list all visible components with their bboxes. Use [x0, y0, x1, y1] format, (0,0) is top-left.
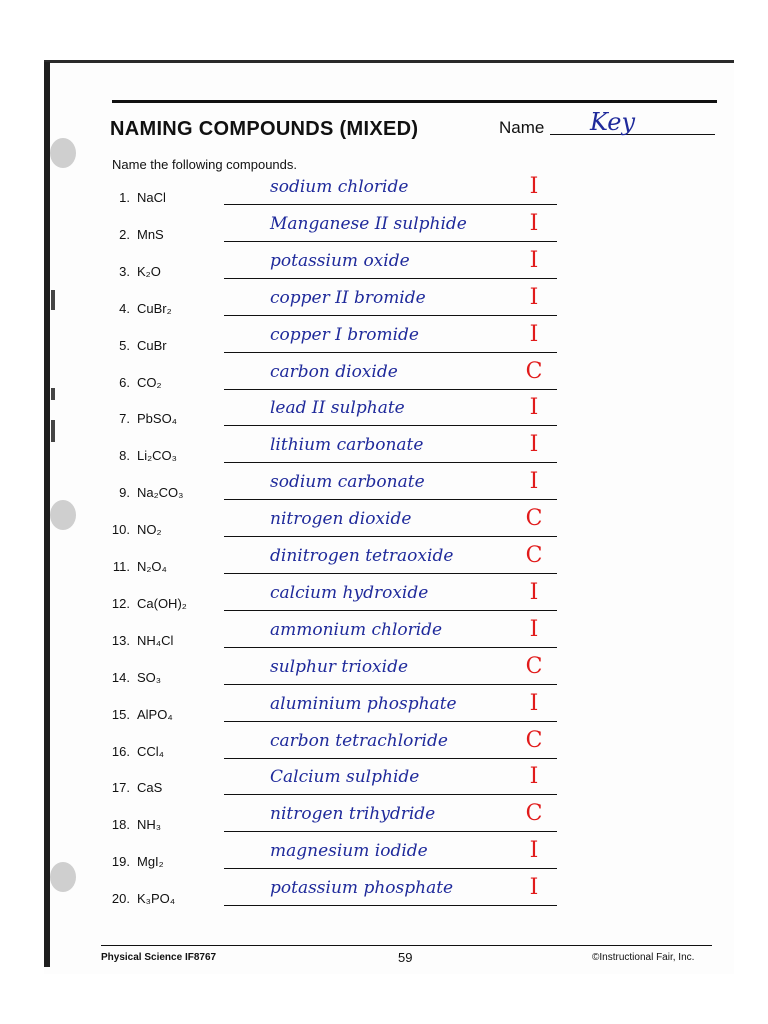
punch-hole-top — [50, 138, 76, 168]
answer-line — [224, 794, 557, 795]
item-number: 6. — [119, 375, 130, 390]
bond-type-mark: I — [529, 469, 539, 494]
item-number: 16. — [111, 744, 130, 759]
compound-formula: NaCl — [137, 190, 166, 205]
compound-formula: NH₃ — [137, 817, 162, 832]
handwritten-answer: Manganese II sulphide — [270, 214, 467, 234]
compound-label — [100, 264, 200, 279]
compound-label — [100, 670, 200, 685]
answer-line — [224, 905, 557, 906]
page-top-edge — [44, 60, 734, 63]
compound-formula: K₃PO₄ — [137, 891, 176, 906]
answer-line — [224, 241, 557, 242]
answer-line — [224, 425, 557, 426]
answer-line — [224, 868, 557, 869]
bond-type-mark: C — [525, 359, 543, 384]
handwritten-answer: Calcium sulphide — [270, 767, 420, 787]
handwritten-answer: potassium oxide — [270, 251, 410, 271]
bond-type-mark: I — [529, 285, 539, 310]
answer-line — [224, 610, 557, 611]
compound-formula: CuBr — [137, 338, 167, 353]
compound-label — [100, 559, 200, 574]
compound-formula: CuBr₂ — [137, 301, 172, 316]
answer-line — [224, 352, 557, 353]
compound-formula: MnS — [137, 227, 164, 242]
name-value: Key — [590, 108, 636, 136]
compound-formula: Na₂CO₃ — [137, 485, 184, 500]
handwritten-answer: sodium carbonate — [270, 472, 425, 492]
item-number: 20. — [111, 891, 130, 906]
compound-label — [100, 891, 200, 906]
handwritten-answer: copper II bromide — [270, 288, 426, 308]
footer-rule — [101, 945, 712, 946]
item-number: 12. — [111, 596, 130, 611]
item-number: 9. — [119, 485, 130, 500]
item-number: 18. — [111, 817, 130, 832]
compound-formula: N₂O₄ — [137, 559, 167, 574]
bond-type-mark: I — [529, 395, 539, 420]
page-title: NAMING COMPOUNDS (MIXED) — [110, 118, 419, 140]
compound-formula: NO₂ — [137, 522, 162, 537]
item-number: 10. — [111, 522, 130, 537]
item-number: 8. — [119, 448, 130, 463]
compound-formula: Li₂CO₃ — [137, 448, 177, 463]
bond-type-mark: I — [529, 248, 539, 273]
header-rule — [112, 100, 717, 103]
handwritten-answer: sodium chloride — [270, 177, 409, 197]
compound-label — [100, 744, 200, 759]
handwritten-answer: dinitrogen tetraoxide — [270, 546, 454, 566]
bond-type-mark: I — [529, 322, 539, 347]
bond-type-mark: I — [529, 580, 539, 605]
handwritten-answer: potassium phosphate — [270, 878, 454, 898]
page-number: 59 — [398, 950, 413, 965]
item-number: 11. — [112, 559, 130, 574]
answer-line — [224, 573, 557, 574]
compound-label — [100, 633, 200, 648]
compound-label — [100, 227, 200, 242]
answer-line — [224, 647, 557, 648]
list-item — [0, 875, 768, 923]
bond-type-mark: C — [525, 728, 543, 753]
compound-formula: AlPO₄ — [137, 707, 173, 722]
bond-type-mark: C — [525, 801, 543, 826]
item-number: 13. — [111, 633, 130, 648]
compound-formula: CCl₄ — [137, 744, 164, 759]
answer-line — [224, 315, 557, 316]
item-number: 7. — [119, 411, 130, 426]
answer-line — [224, 684, 557, 685]
bond-type-mark: C — [525, 543, 543, 568]
bond-type-mark: I — [529, 838, 539, 863]
compound-formula: K₂O — [137, 264, 161, 279]
compound-label — [100, 485, 200, 500]
bond-type-mark: I — [529, 875, 539, 900]
item-number: 14. — [111, 670, 130, 685]
compound-label — [100, 817, 200, 832]
compound-formula: NH₄Cl — [137, 633, 174, 648]
compound-label — [100, 522, 200, 537]
answer-line — [224, 831, 557, 832]
bond-type-mark: I — [529, 691, 539, 716]
answer-line — [224, 721, 557, 722]
bond-type-mark: C — [525, 506, 543, 531]
answer-line — [224, 758, 557, 759]
bond-type-mark: I — [529, 211, 539, 236]
handwritten-answer: magnesium iodide — [270, 841, 428, 861]
bond-type-mark: I — [529, 432, 539, 457]
answer-line — [224, 204, 557, 205]
compound-formula: SO₃ — [137, 670, 162, 685]
handwritten-answer: calcium hydroxide — [270, 583, 429, 603]
answer-line — [224, 462, 557, 463]
handwritten-answer: carbon tetrachloride — [270, 731, 448, 751]
handwritten-answer: lithium carbonate — [270, 435, 424, 455]
bond-type-mark: I — [529, 617, 539, 642]
bond-type-mark: I — [529, 764, 539, 789]
item-number: 4. — [119, 301, 130, 316]
compound-label — [100, 596, 200, 611]
footer-copyright: ©Instructional Fair, Inc. — [592, 952, 695, 963]
item-number: 2. — [119, 227, 130, 242]
handwritten-answer: ammonium chloride — [270, 620, 443, 640]
item-number: 3. — [119, 264, 130, 279]
footer-publication: Physical Science IF8767 — [101, 952, 217, 963]
handwritten-answer: copper I bromide — [270, 325, 419, 345]
answer-line — [224, 536, 557, 537]
item-number: 15. — [111, 707, 130, 722]
answer-line — [224, 499, 557, 500]
compound-label — [100, 411, 200, 426]
compound-formula: PbSO₄ — [137, 411, 177, 426]
name-label: Name — [499, 118, 545, 137]
instruction-text: Name the following compounds. — [112, 157, 297, 172]
handwritten-answer: nitrogen dioxide — [270, 509, 412, 529]
item-number: 1. — [119, 190, 130, 205]
bond-type-mark: C — [525, 654, 543, 679]
answer-line — [224, 278, 557, 279]
handwritten-answer: carbon dioxide — [270, 362, 398, 382]
compound-label — [100, 375, 200, 390]
answer-line — [224, 389, 557, 390]
compound-formula: Ca(OH)₂ — [137, 596, 187, 611]
handwritten-answer: nitrogen trihydride — [270, 804, 436, 824]
compound-formula: CaS — [137, 780, 163, 795]
compound-label — [100, 448, 200, 463]
item-number: 5. — [119, 338, 130, 353]
compound-label — [100, 854, 200, 869]
handwritten-answer: sulphur trioxide — [270, 657, 409, 677]
bond-type-mark: I — [529, 174, 539, 199]
compound-formula: MgI₂ — [137, 854, 164, 869]
compound-formula: CO₂ — [137, 375, 162, 390]
handwritten-answer: lead II sulphate — [270, 398, 405, 418]
compound-label — [100, 301, 200, 316]
compound-label — [100, 338, 200, 353]
item-number: 19. — [111, 854, 130, 869]
compound-label — [100, 707, 200, 722]
item-number: 17. — [111, 780, 130, 795]
handwritten-answer: aluminium phosphate — [270, 694, 457, 714]
compound-label — [100, 780, 200, 795]
compound-label — [100, 190, 200, 205]
